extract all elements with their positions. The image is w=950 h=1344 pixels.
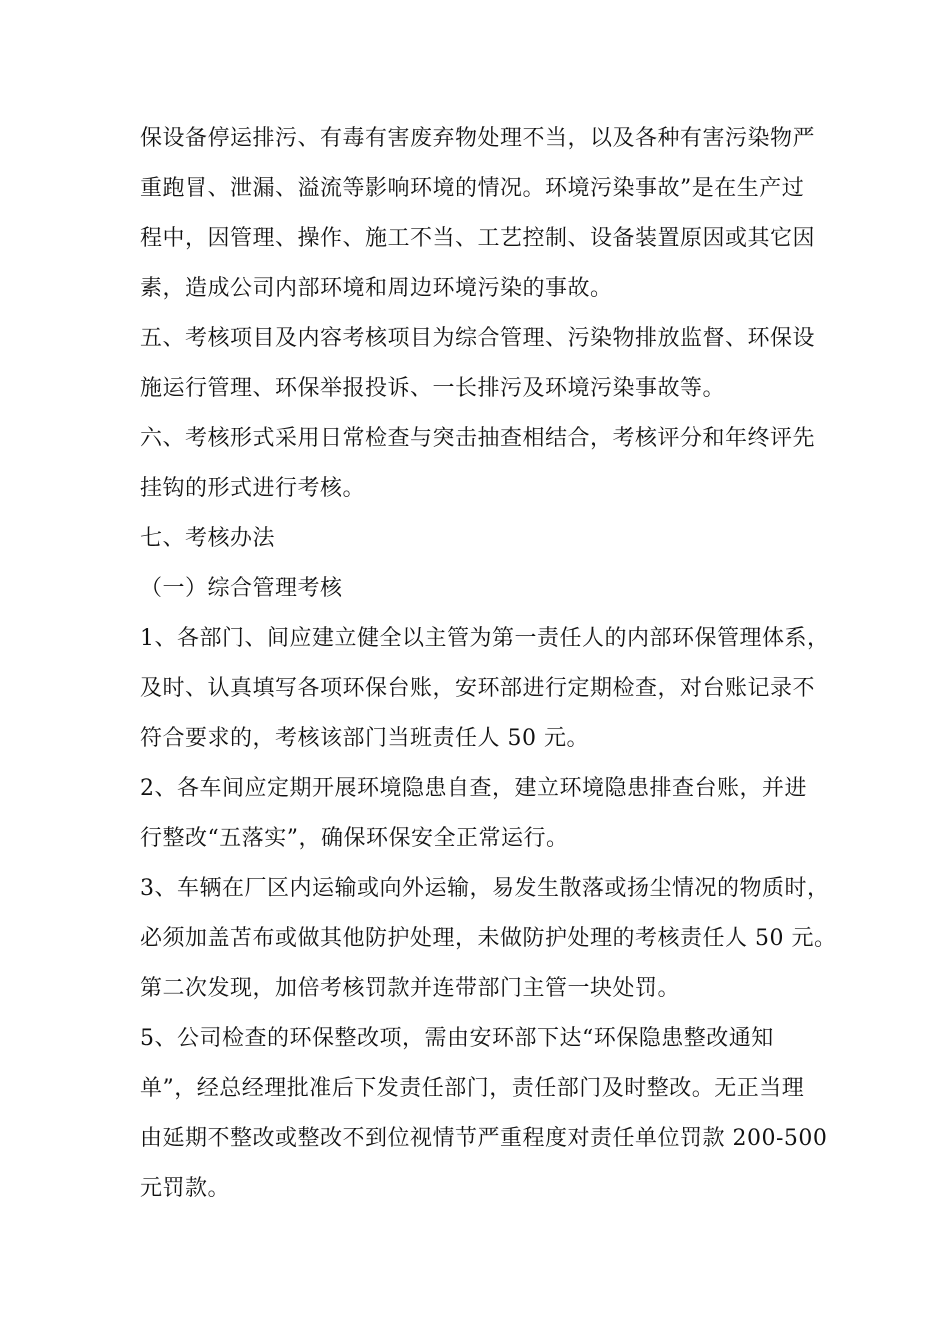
text-line: 符合要求的，考核该部门当班责任人 50 元。 — [140, 726, 589, 751]
text-line: 5、公司检查的环保整改项，需由安环部下达“环保隐患整改通知 — [140, 1026, 774, 1051]
text-line: 1、各部门、间应建立健全以主管为第一责任人的内部环保管理体系， — [140, 626, 830, 651]
text-line: 行整改“五落实”，确保环保安全正常运行。 — [140, 826, 569, 851]
text-line: 程中，因管理、操作、施工不当、工艺控制、设备装置原因或其它因 — [140, 226, 816, 251]
text-line: 由延期不整改或整改不到位视情节严重程度对责任单位罚款 200-500 — [140, 1126, 828, 1151]
text-line: 六、考核形式采用日常检查与突击抽查相结合，考核评分和年终评先 — [140, 426, 816, 451]
text-line: 3、车辆在厂区内运输或向外运输，易发生散落或扬尘情况的物质时， — [140, 876, 830, 901]
section-heading: 七、考核办法 — [140, 526, 276, 551]
text-line: 元罚款。 — [140, 1176, 231, 1201]
text-line: 保设备停运排污、有毒有害废弃物处理不当，以及各种有害污染物严 — [140, 126, 816, 151]
text-line: 挂钩的形式进行考核。 — [140, 476, 366, 501]
text-line: 施运行管理、环保举报投诉、一长排污及环境污染事故等。 — [140, 376, 726, 401]
text-line: 2、各车间应定期开展环境隐患自查，建立环境隐患排查台账，并进 — [140, 776, 807, 801]
text-line: 重跑冒、泄漏、溢流等影响环境的情况。环境污染事故”是在生产过 — [140, 176, 805, 201]
text-line: 及时、认真填写各项环保台账，安环部进行定期检查，对台账记录不 — [140, 676, 816, 701]
text-line: 单”，经总经理批准后下发责任部门，责任部门及时整改。无正当理 — [140, 1076, 805, 1101]
text-line: 素，造成公司内部环境和周边环境污染的事故。 — [140, 276, 613, 301]
text-line: 五、考核项目及内容考核项目为综合管理、污染物排放监督、环保设 — [140, 326, 816, 351]
text-line: 第二次发现，加倍考核罚款并连带部门主管一块处罚。 — [140, 976, 681, 1001]
text-line: 必须加盖苫布或做其他防护处理，未做防护处理的考核责任人 50 元。 — [140, 926, 837, 951]
subsection-heading: （一）综合管理考核 — [140, 576, 343, 601]
